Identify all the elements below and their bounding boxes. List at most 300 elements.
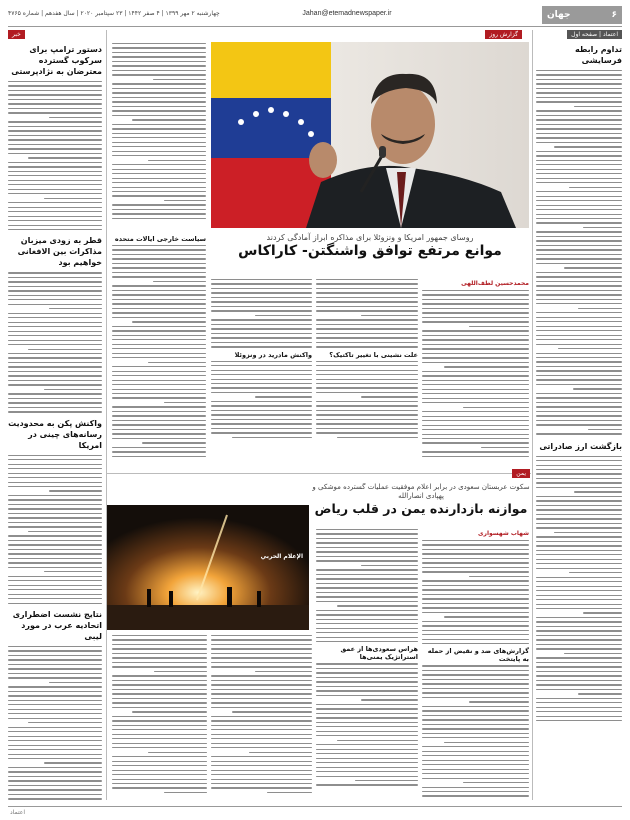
text-line <box>422 580 529 581</box>
text-line <box>164 792 207 793</box>
text-line <box>8 754 102 755</box>
text-line <box>316 596 418 597</box>
text-line <box>316 735 418 736</box>
text-line <box>8 673 102 674</box>
text-line <box>8 576 102 577</box>
text-line <box>536 173 622 174</box>
text-line <box>211 405 312 406</box>
text-line <box>536 196 622 197</box>
lead-photo-illustration <box>211 42 529 228</box>
text-line <box>8 326 102 327</box>
text-line <box>536 415 622 416</box>
text-line <box>112 684 207 685</box>
text-line <box>573 388 622 389</box>
text-line <box>211 657 312 658</box>
text-line <box>536 97 622 98</box>
text-line <box>112 312 206 313</box>
text-line <box>536 707 622 708</box>
text-line <box>211 365 312 366</box>
text-line <box>422 795 529 796</box>
text-line <box>112 761 207 762</box>
text-line <box>316 722 418 723</box>
text-line <box>112 787 207 788</box>
text-line <box>536 79 622 80</box>
text-line <box>536 684 622 685</box>
text-line <box>8 780 102 781</box>
text-line <box>211 756 312 757</box>
text-line <box>536 702 622 703</box>
text-line <box>211 324 312 325</box>
text-line <box>481 447 529 448</box>
text-line <box>361 699 418 700</box>
text-line <box>316 713 418 714</box>
text-line <box>112 155 206 156</box>
text-line <box>422 451 529 452</box>
text-line <box>536 711 622 712</box>
text-line <box>316 677 418 678</box>
text-line <box>8 375 102 376</box>
text-line <box>211 774 312 775</box>
text-line <box>44 198 102 199</box>
text-line <box>536 169 622 170</box>
text-line <box>8 655 102 656</box>
text-line <box>536 370 622 371</box>
text-line <box>536 191 622 192</box>
text-line <box>211 337 312 338</box>
text-line <box>112 267 206 268</box>
text-line <box>536 160 622 161</box>
text-line <box>536 115 622 116</box>
text-line <box>8 668 102 669</box>
text-line <box>536 133 622 134</box>
text-line <box>316 297 418 298</box>
text-line <box>8 407 102 408</box>
text-line <box>8 745 102 746</box>
text-line <box>112 707 207 708</box>
right-section-tag: اعتماد | صفحه اول <box>567 30 622 39</box>
text-line <box>536 303 622 304</box>
text-line <box>422 558 529 559</box>
text-line <box>8 162 102 163</box>
text-line <box>112 115 206 116</box>
text-line <box>112 209 206 210</box>
text-line <box>112 424 206 425</box>
text-line <box>316 637 418 638</box>
text-line <box>267 792 312 793</box>
text-line <box>8 499 102 500</box>
text-line <box>536 344 622 345</box>
text-line <box>536 240 622 241</box>
text-line <box>8 677 102 678</box>
text-line <box>536 366 622 367</box>
lead-byline: محمدحسین لطف‌اللهی <box>461 280 529 287</box>
text-line <box>8 718 102 719</box>
text-line <box>8 229 102 230</box>
text-line <box>536 716 622 717</box>
yemen-photo <box>107 505 309 630</box>
text-line <box>112 263 206 264</box>
venezuela-flag-icon <box>211 42 331 228</box>
text-line <box>8 166 102 167</box>
text-line <box>316 324 418 325</box>
text-line <box>536 137 622 138</box>
text-line <box>422 544 529 545</box>
text-line <box>316 374 418 375</box>
text-line <box>255 396 312 397</box>
text-line <box>8 108 102 109</box>
lead-subhead-1: سیاست خارجی ایالات متحده <box>114 235 206 243</box>
header-rule <box>8 26 622 27</box>
text-line <box>112 204 206 205</box>
text-line <box>112 133 206 134</box>
text-line <box>536 249 622 250</box>
text-line <box>8 727 102 728</box>
text-line <box>249 752 312 753</box>
text-line <box>211 662 312 663</box>
text-line <box>8 175 102 176</box>
text-line <box>316 310 418 311</box>
text-line <box>536 110 622 111</box>
lead-headline-block <box>211 232 529 272</box>
text-line <box>316 279 418 280</box>
text-line <box>422 348 529 349</box>
yemen-column-2 <box>316 528 418 800</box>
text-line <box>422 715 529 716</box>
text-line <box>148 362 206 363</box>
text-line <box>316 610 418 611</box>
lead-side-body <box>112 42 206 219</box>
header-email: Jahan@etemadnewspaper.ir <box>302 10 392 17</box>
text-line <box>316 601 418 602</box>
text-line <box>536 263 622 264</box>
text-line <box>8 189 102 190</box>
text-line <box>536 465 622 466</box>
text-line <box>536 294 622 295</box>
text-line <box>8 340 102 341</box>
text-line <box>536 460 622 461</box>
text-line <box>112 276 206 277</box>
text-line <box>8 313 102 314</box>
text-line <box>316 556 418 557</box>
text-line <box>112 97 206 98</box>
text-line <box>536 608 622 609</box>
text-line <box>536 312 622 313</box>
text-line <box>588 429 622 430</box>
text-line <box>422 630 529 631</box>
text-line <box>422 589 529 590</box>
text-line <box>8 299 102 300</box>
yemen-body-2b <box>316 662 418 785</box>
text-line <box>8 540 102 541</box>
text-line <box>112 88 206 89</box>
text-line <box>422 670 529 671</box>
text-line <box>422 308 529 309</box>
text-line <box>8 785 102 786</box>
text-line <box>316 361 418 362</box>
text-line <box>112 357 206 358</box>
text-line <box>112 191 206 192</box>
right-headline-2: بازگشت ارز صادراتی <box>539 441 622 451</box>
text-line <box>536 92 622 93</box>
missile-launch-illustration <box>107 505 309 630</box>
text-line <box>112 783 207 784</box>
text-line <box>422 420 529 421</box>
text-line <box>536 550 622 551</box>
text-line <box>211 666 312 667</box>
text-line <box>8 695 102 696</box>
text-line <box>112 339 206 340</box>
text-line <box>536 621 622 622</box>
text-line <box>536 402 622 403</box>
text-line <box>422 585 529 586</box>
text-line <box>232 711 312 712</box>
text-line <box>112 187 206 188</box>
text-line <box>316 632 418 633</box>
text-line <box>8 180 102 181</box>
text-line <box>316 292 418 293</box>
text-line <box>422 321 529 322</box>
left-headline-1: دستور ترامپ برای سرکوب گسترده معترضان به نژادپرستی <box>11 45 102 76</box>
left-headline-4: نتایج نشست اضطراری اتحادیه عرب در مورد لیبی <box>12 609 102 641</box>
text-line <box>422 562 529 563</box>
text-line <box>8 121 102 122</box>
text-line <box>112 756 207 757</box>
text-line <box>536 335 622 336</box>
text-line <box>112 415 206 416</box>
text-line <box>44 571 102 572</box>
text-line <box>536 657 622 658</box>
yemen-column-4 <box>112 634 207 800</box>
right-column-body-1 <box>536 69 622 435</box>
text-line <box>112 285 206 286</box>
text-line <box>112 747 207 748</box>
yemen-headline: موازنه بازدارنده یمن در قلب ریاض <box>314 501 528 516</box>
text-line <box>211 779 312 780</box>
text-line <box>536 281 622 282</box>
text-line <box>536 375 622 376</box>
text-line <box>112 245 206 246</box>
text-line <box>316 401 418 402</box>
text-line <box>211 698 312 699</box>
text-line <box>211 333 312 334</box>
text-line <box>112 317 206 318</box>
text-line <box>142 442 206 443</box>
text-line <box>444 616 529 617</box>
text-line <box>316 342 418 343</box>
text-line <box>8 139 102 140</box>
text-line <box>422 769 529 770</box>
text-line <box>211 648 312 649</box>
text-line <box>536 581 622 582</box>
text-line <box>255 671 312 672</box>
yemen-column-3 <box>211 634 312 800</box>
text-line <box>112 734 207 735</box>
text-line <box>112 648 207 649</box>
left-headline-2: قطر به زودی میزبان مذاکرات بین الافغانی خواهیم بود <box>17 236 102 268</box>
text-line <box>211 675 312 676</box>
text-line <box>8 740 102 741</box>
text-line <box>211 644 312 645</box>
text-line <box>211 387 312 388</box>
text-line <box>316 681 418 682</box>
text-line <box>8 362 102 363</box>
text-line <box>422 710 529 711</box>
text-line <box>8 794 102 795</box>
text-line <box>112 389 206 390</box>
text-line <box>422 362 529 363</box>
text-line <box>422 380 529 381</box>
text-line <box>8 468 102 469</box>
text-line <box>28 157 102 158</box>
text-line <box>132 321 206 322</box>
text-line <box>8 411 102 412</box>
text-line <box>536 635 622 636</box>
text-line <box>112 142 206 143</box>
text-line <box>8 272 102 273</box>
lead-body-3a <box>211 278 312 348</box>
text-line <box>8 650 102 651</box>
text-line <box>316 538 418 539</box>
text-line <box>112 344 206 345</box>
right-headline-1: تداوم رابطه فرسایشی <box>575 45 622 65</box>
text-line <box>112 456 206 457</box>
text-line <box>422 688 529 689</box>
text-line <box>8 700 102 701</box>
text-line <box>316 690 418 691</box>
text-line <box>536 272 622 273</box>
text-line <box>112 299 206 300</box>
text-line <box>422 764 529 765</box>
text-line <box>316 423 418 424</box>
text-line <box>536 509 622 510</box>
text-line <box>444 366 529 367</box>
text-line <box>211 319 312 320</box>
left-headline-3: واکنش پکن به محدودیت رسانه‌های چینی در امریکا <box>8 418 102 450</box>
text-line <box>112 70 206 71</box>
text-line <box>8 517 102 518</box>
text-line <box>112 716 207 717</box>
text-line <box>422 375 529 376</box>
text-line <box>536 285 622 286</box>
text-line <box>536 420 622 421</box>
text-line <box>316 547 418 548</box>
text-line <box>8 664 102 665</box>
text-line <box>316 623 418 624</box>
text-line <box>422 549 529 550</box>
text-line <box>536 568 622 569</box>
text-line <box>112 335 206 336</box>
lead-subhead-2: علت نشینی با تغییر تاکتیک؟ <box>329 350 418 359</box>
text-line <box>422 603 529 604</box>
text-line <box>316 333 418 334</box>
yemen-separator <box>107 473 531 474</box>
yemen-body-3 <box>211 634 312 793</box>
text-line <box>536 469 622 470</box>
text-line <box>49 490 102 491</box>
text-line <box>422 607 529 608</box>
text-line <box>44 389 102 390</box>
text-line <box>444 742 529 743</box>
text-line <box>316 405 418 406</box>
text-line <box>8 277 102 278</box>
text-line <box>112 326 206 327</box>
text-line <box>8 135 102 136</box>
text-line <box>316 695 418 696</box>
text-line <box>422 312 529 313</box>
text-line <box>337 740 418 741</box>
text-line <box>8 598 102 599</box>
text-line <box>469 576 529 577</box>
text-line <box>316 346 418 347</box>
text-line <box>211 738 312 739</box>
text-line <box>316 663 418 664</box>
text-line <box>8 686 102 687</box>
header-date: چهارشنبه ۲ مهر ۱۳۹۹ | ۴ صفر ۱۴۴۲ | ۲۳ سپتامبر ۲۰۲۰ | سال هفدهم | شماره ۴۷۶۵ <box>8 10 220 17</box>
text-line <box>112 380 206 381</box>
text-line <box>8 731 102 732</box>
text-line <box>536 330 622 331</box>
text-line <box>569 187 622 188</box>
yemen-subhead-1: گزارش‌های ضد و نقیض از حمله به پایتخت <box>427 647 529 664</box>
text-line <box>316 533 418 534</box>
text-line <box>112 743 207 744</box>
text-line <box>8 184 102 185</box>
text-line <box>422 773 529 774</box>
text-line <box>211 635 312 636</box>
text-line <box>536 577 622 578</box>
photo-watermark: الإعلام الحربي <box>260 553 303 560</box>
text-line <box>316 419 418 420</box>
text-line <box>536 218 622 219</box>
text-line <box>232 437 312 438</box>
text-line <box>536 527 622 528</box>
text-line <box>316 283 418 284</box>
text-line <box>112 406 206 407</box>
text-line <box>112 56 206 57</box>
lead-subhead-3: واکنش مادرید در ونزوئلا <box>234 350 312 359</box>
column-divider <box>106 30 107 800</box>
text-line <box>422 692 529 693</box>
text-line <box>536 74 622 75</box>
text-line <box>316 592 418 593</box>
text-line <box>8 473 102 474</box>
text-line <box>211 734 312 735</box>
yemen-body-1 <box>422 539 529 644</box>
text-line <box>112 101 206 102</box>
text-line <box>316 641 418 642</box>
text-line <box>8 103 102 104</box>
text-line <box>536 478 622 479</box>
text-line <box>316 614 418 615</box>
yemen-subhead-2: هراس سعودی‌ها از عمق استراتژیک یمنی‌ها <box>340 645 418 662</box>
text-line <box>536 604 622 605</box>
text-line <box>316 587 418 588</box>
text-line <box>422 679 529 680</box>
yemen-section-tag: یمن <box>512 469 530 478</box>
text-line <box>112 635 207 636</box>
text-line <box>422 402 529 403</box>
text-line <box>422 442 529 443</box>
text-line <box>211 693 312 694</box>
text-line <box>536 482 622 483</box>
text-line <box>536 662 622 663</box>
text-line <box>536 205 622 206</box>
text-line <box>8 380 102 381</box>
text-line <box>8 495 102 496</box>
text-line <box>316 365 418 366</box>
text-line <box>211 383 312 384</box>
text-line <box>536 500 622 501</box>
